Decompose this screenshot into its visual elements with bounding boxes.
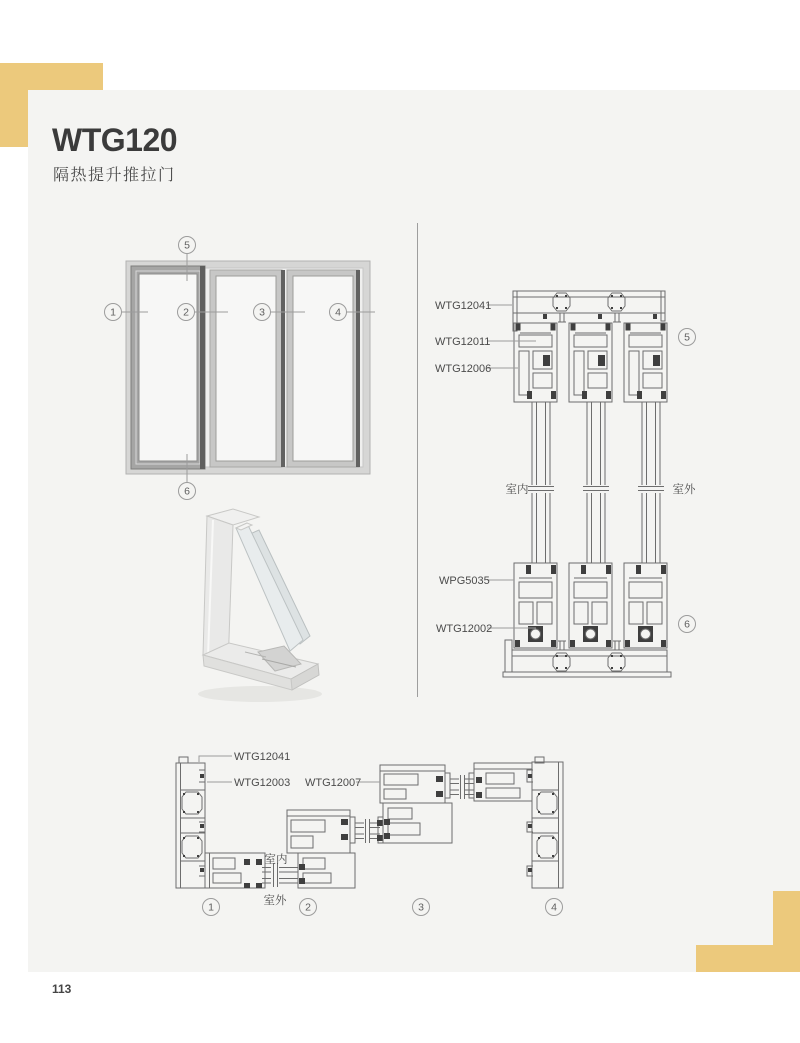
svg-text:6: 6 [684,618,690,631]
svg-text:5: 5 [184,239,190,252]
horizontal-callout-3 [413,899,430,916]
svg-text:3: 3 [259,306,265,319]
label-wtg12002: WTG12002 [436,623,493,635]
svg-text:2: 2 [183,306,189,319]
horizontal-callout-4 [546,899,563,916]
label-wtg12006: WTG12006 [435,363,492,375]
label-wtg12011: WTG12011 [435,336,491,348]
svg-text:5: 5 [684,331,690,344]
svg-text:3: 3 [418,901,424,914]
svg-text:2: 2 [305,901,311,914]
svg-text:1: 1 [208,901,214,914]
label-wtg12041-h: WTG12041 [234,751,291,763]
svg-text:6: 6 [184,485,190,498]
outdoor-label-v: 室外 [672,484,696,496]
svg-text:4: 4 [551,901,557,914]
horizontal-callout-2 [300,899,317,916]
label-wtg12007: WTG12007 [305,777,362,789]
svg-text:4: 4 [335,306,341,319]
label-wtg12041-v: WTG12041 [435,300,492,312]
label-wpg5035: WPG5035 [439,575,490,587]
product-model: WTG120 [52,122,178,158]
outdoor-label-h: 室外 [263,895,287,907]
product-subtitle: 隔热提升推拉门 [53,167,176,184]
horizontal-callout-1 [203,899,220,916]
indoor-label-h: 室内 [264,854,288,866]
indoor-label-v: 室内 [505,484,529,496]
label-wtg12003: WTG12003 [234,777,291,789]
svg-text:1: 1 [110,306,116,319]
page-number: 113 [52,982,72,996]
elevation-diagram [105,237,376,500]
vertical-callout-6 [679,616,696,633]
vertical-callout-5 [679,329,696,346]
content-panel [28,90,800,972]
